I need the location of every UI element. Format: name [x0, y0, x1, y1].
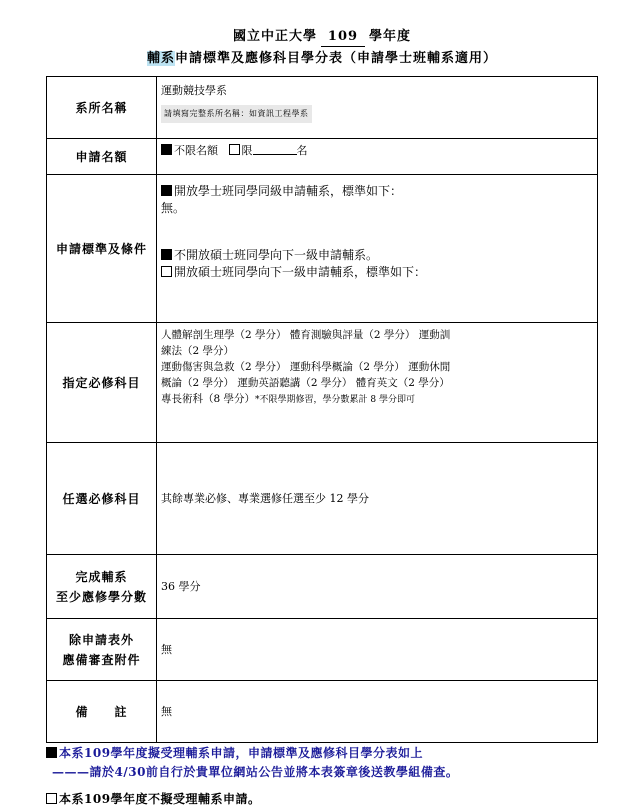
remarks-label: 備 註: [47, 681, 157, 743]
unlimited-checkbox[interactable]: [161, 144, 172, 155]
title-line-2: [0, 49, 644, 69]
quota-number-field[interactable]: [253, 143, 297, 155]
credits-label: [47, 555, 157, 619]
credits-label-line-1: 完成輔系: [75, 569, 128, 584]
row-standard: [47, 175, 598, 323]
required-cell: [157, 323, 598, 443]
credits-label-line-2: 至少應修學分數: [55, 589, 147, 604]
required-line: 運動傷害與急救（2 學分） 運動科學概論（2 學分） 運動休閒: [161, 361, 451, 373]
accept-checkbox[interactable]: [46, 747, 57, 758]
row-remarks: [47, 681, 598, 743]
decline-option: [46, 790, 606, 807]
standard-option-1: [161, 183, 593, 200]
specialty-note: *不限學期修習，學分數累計 8 學分即可: [255, 395, 415, 405]
attachments-value: 無: [157, 619, 598, 681]
title-line-1: [0, 28, 644, 47]
specialty-course: 專長術科（8 學分）: [161, 393, 256, 405]
standard-checkbox-3[interactable]: [161, 266, 172, 277]
standard-checkbox-1[interactable]: [161, 185, 172, 196]
row-quota: [47, 139, 598, 175]
decline-text: 本系109學年度不擬受理輔系申請。: [59, 792, 261, 806]
department-label: 系所名稱: [47, 77, 157, 139]
row-department: [47, 77, 598, 139]
standard-line-1: 開放學士班同學同級申請輔系，標準如下：: [174, 184, 403, 198]
standard-line-2: 不開放碩士班同學向下一級申請輔系。: [174, 248, 379, 262]
required-line: 概論（2 學分） 運動英語聽講（2 學分） 體育英文（2 學分）: [161, 377, 450, 389]
department-cell[interactable]: [157, 77, 598, 139]
elective-label: 任選必修科目: [47, 443, 157, 555]
standard-checkbox-2[interactable]: [161, 249, 172, 260]
required-line: 練法（2 學分）: [161, 345, 235, 357]
decline-checkbox[interactable]: [46, 793, 57, 804]
standard-cell: [157, 175, 598, 323]
university-name: 國立中正大學: [232, 29, 317, 44]
row-min-credits: [47, 555, 598, 619]
limited-label: 限: [241, 144, 253, 157]
accept-option: [46, 744, 606, 761]
title-rest: 申請標準及應修科目學分表（申請學士班輔系適用）: [175, 51, 498, 66]
year-suffix: 學年度: [369, 29, 412, 44]
department-hint: 請填寫完整系所名稱：如資訊工程學系: [161, 105, 312, 123]
attachments-label: [47, 619, 157, 681]
attachments-label-line-2: 應備審查附件: [62, 652, 141, 667]
minor-highlight: 輔系: [146, 51, 175, 66]
quota-label: 申請名額: [47, 139, 157, 175]
academic-year: 109: [321, 28, 365, 47]
quota-cell: [157, 139, 598, 175]
elective-value: 其餘專業必修、專業選修任選至少 12 學分: [157, 443, 598, 555]
attachments-label-line-1: 除申請表外: [68, 632, 134, 647]
accept-instructions: ———請於4/30前自行於貴單位網站公告並將本表簽章後送教學組備查。: [52, 765, 459, 779]
form-title: [0, 28, 644, 69]
standard-line-3: 開放碩士班同學向下一級申請輔系，標準如下：: [174, 265, 427, 279]
standard-option-3: [161, 264, 593, 281]
department-value: 運動競技學系: [161, 84, 227, 97]
required-line: 人體解剖生理學（2 學分） 體育測驗與評量（2 學分） 運動訓: [161, 329, 451, 341]
accept-text: 本系109學年度擬受理輔系申請，申請標準及應修科目學分表如上: [59, 746, 424, 760]
remarks-value: 無: [157, 681, 598, 743]
limited-checkbox[interactable]: [229, 144, 240, 155]
application-form-table: [46, 76, 598, 743]
row-required-courses: [47, 323, 598, 443]
credits-value: 36 學分: [157, 555, 598, 619]
quota-unit: 名: [296, 144, 308, 157]
standard-option-1-value: 無。: [161, 201, 186, 215]
standard-option-2: [161, 247, 593, 264]
standard-label: 申請標準及條件: [47, 175, 157, 323]
row-attachments: [47, 619, 598, 681]
row-elective-courses: [47, 443, 598, 555]
unlimited-label: 不限名額: [174, 144, 218, 157]
required-line-last: [161, 391, 593, 408]
required-label: 指定必修科目: [47, 323, 157, 443]
